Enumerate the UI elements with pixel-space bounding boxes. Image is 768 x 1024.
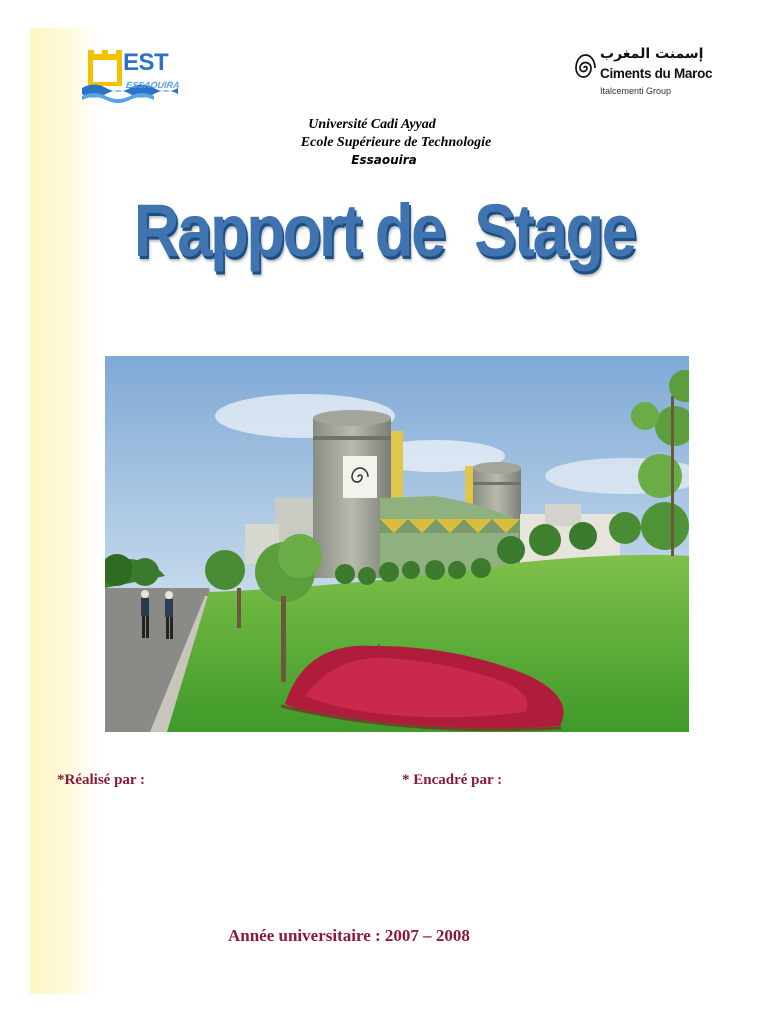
encadre-par-label: * Encadré par : xyxy=(402,772,503,788)
ciments-du-maroc-logo xyxy=(574,46,713,106)
spiral-icon xyxy=(574,48,596,88)
cement-plant-photo xyxy=(105,356,689,732)
city-name: Essaouira xyxy=(351,153,417,167)
page-title: Rapport de Stage xyxy=(133,189,635,272)
est-logo-subtitle: ESSAOUIRA xyxy=(125,80,181,90)
school-name: Ecole Supérieure de Technologie xyxy=(300,135,492,150)
est-essaouira-logo xyxy=(82,48,186,104)
ciments-name: Ciments du Maroc xyxy=(600,66,713,81)
university-name: Université Cadi Ayyad xyxy=(308,117,436,132)
ciments-group: Italcementi Group xyxy=(600,86,672,96)
est-logo-text: EST xyxy=(123,49,169,76)
academic-year: Année universitaire : 2007 – 2008 xyxy=(228,926,470,945)
ciments-arabic-name: إسمنت المغرب xyxy=(600,46,704,62)
realise-par-label: *Réalisé par : xyxy=(57,772,146,788)
decorative-side-band xyxy=(30,28,100,994)
